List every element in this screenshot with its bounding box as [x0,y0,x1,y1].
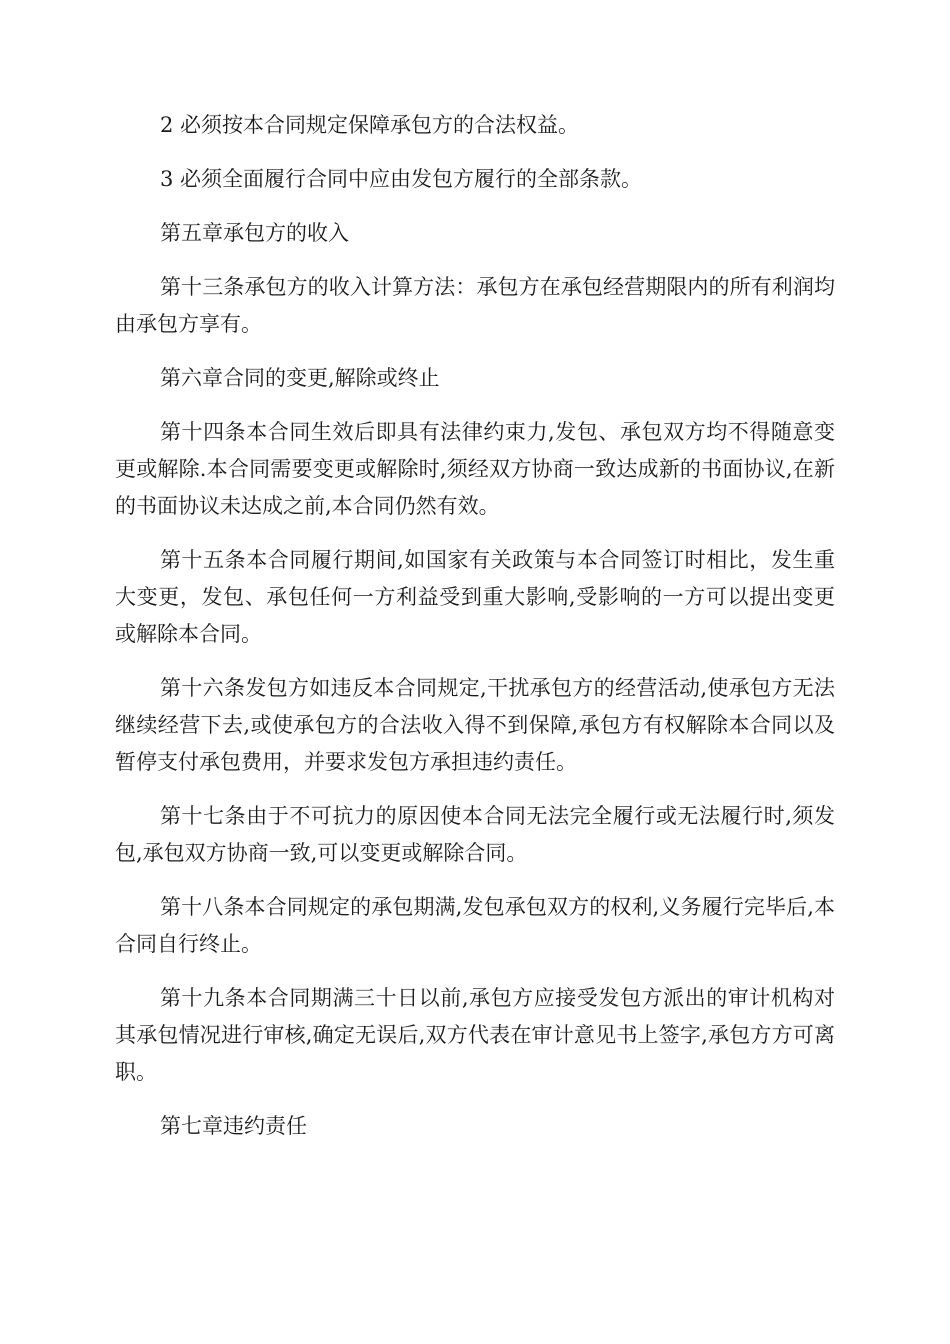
article-13-paragraph: 第十三条承包方的收入计算方法：承包方在承包经营期限内的所有利润均由承包方享有。 [115,275,835,336]
article-16-paragraph: 第十六条发包方如违反本合同规定,干扰承包方的经营活动,使承包方无法继续经营下去,或使承包方的合法收入得不到保障,承包方有权解除本合同以及暂停支付承包费用，并要求发包方承担违约责任。 [115,676,835,774]
article-14-paragraph: 第十四条本合同生效后即具有法律约束力,发包、承包双方均不得随意变更或解除.本合同需要变更或解除时,须经双方协商一致达成新的书面协议,在新的书面协议未达成之前,本合同仍然有效。 [115,420,835,518]
article-18-paragraph: 第十八条本合同规定的承包期满,发包承包双方的权利,义务履行完毕后,本合同自行终止。 [115,895,835,956]
chapter-6-heading: 第六章合同的变更,解除或终止 [160,366,440,390]
chapter-7-heading: 第七章违约责任 [160,1114,307,1138]
document-body [115,107,835,1162]
clause-2-paragraph: 2 必须按本合同规定保障承包方的合法权益。 [160,113,580,137]
clause-3-paragraph: 3 必须全面履行合同中应由发包方履行的全部条款。 [160,167,643,191]
chapter-5-heading: 第五章承包方的收入 [160,221,349,245]
article-19-paragraph: 第十九条本合同期满三十日以前,承包方应接受发包方派出的审计机构对其承包情况进行审核,确定无误后,双方代表在审计意见书上签字,承包方方可离职。 [115,986,835,1084]
article-17-paragraph: 第十七条由于不可抗力的原因使本合同无法完全履行或无法履行时,须发包,承包双方协商一致,可以变更或解除合同。 [115,804,835,865]
article-15-paragraph: 第十五条本合同履行期间,如国家有关政策与本合同签订时相比，发生重大变更，发包、承包任何一方利益受到重大影响,受影响的一方可以提出变更或解除本合同。 [115,548,835,646]
